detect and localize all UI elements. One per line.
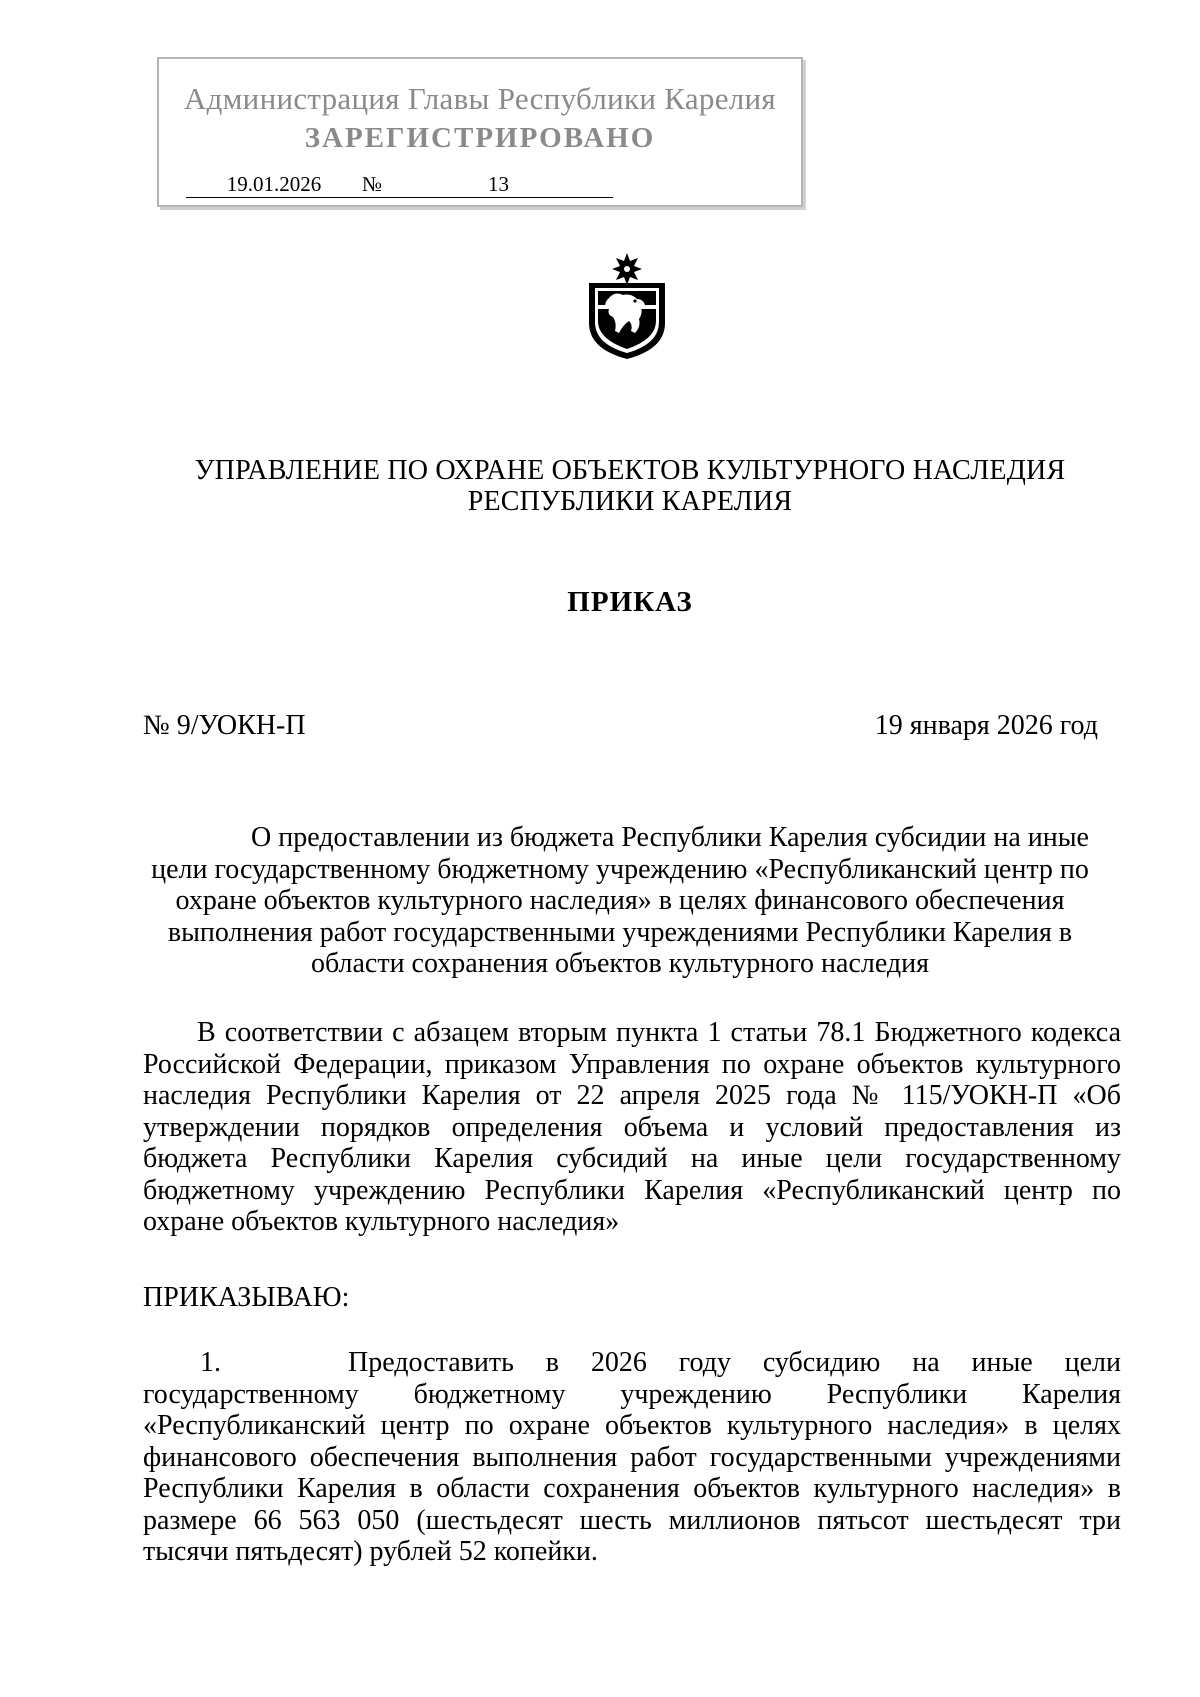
- document-title: ПРИКАЗ: [567, 586, 693, 618]
- order-item-number: 1.: [200, 1347, 221, 1378]
- order-item-text: Предоставить в 2026 году субсидию на иные цели государственному бюджетному учреждению Республики Карелия «Республиканский центр по охране объектов культурного наследия» в целях финансового обеспечения выполнения работ государственными учреждениями Республики Карелия в области сохранения объектов культурного наследия» в размере 66 563 050 (шестьдесят шесть миллионов пятьсот шестьдесят три тысячи пятьдесят) рублей 52 копейки.: [143, 1347, 1121, 1567]
- stamp-registered: ЗАРЕГИСТРИРОВАНО: [304, 122, 656, 154]
- stamp-number: 13: [384, 171, 613, 198]
- subject-line-5: области сохранения объектов культурного наследия: [310, 948, 930, 979]
- registration-stamp: [157, 57, 803, 207]
- stamp-authority: Администрация Главы Республики Карелия: [184, 81, 776, 116]
- order-number: № 9/УОКН-П: [143, 710, 306, 741]
- subject-line-2: цели государственному бюджетному учреждению «Республиканский центр по: [151, 853, 1089, 885]
- subject-line-1: О предоставлении из бюджета Республики Карелия субсидии на иные: [251, 822, 1089, 853]
- stamp-registration-line: [186, 171, 776, 201]
- order-item: [143, 1347, 1121, 1568]
- order-directive: ПРИКАЗЫВАЮ:: [143, 1282, 350, 1313]
- stamp-number-sign: №: [362, 172, 383, 196]
- order-date: 19 января 2026 год: [874, 710, 1098, 741]
- subject-line-4: выполнения работ государственными учреждениями Республики Карелия в: [167, 916, 1073, 948]
- authority-line-1: УПРАВЛЕНИЕ ПО ОХРАНЕ ОБЪЕКТОВ КУЛЬТУРНОГО НАСЛЕДИЯ: [194, 455, 1066, 486]
- karelia-coat-of-arms-icon: [579, 253, 675, 361]
- stamp-date: 19.01.2026: [186, 171, 362, 198]
- preamble-paragraph: В соответствии с абзацем вторым пункта 1 статьи 78.1 Бюджетного кодекса Российской Федерации, приказом Управления по охране объектов культурного наследия Республики Карелия от 22 апреля 2025 года № 115/УОКН-П «Об утверждении порядков определения объема и условий предоставления из бюджета Республики Карелия субсидий на иные цели государственному бюджетному учреждению Республики Карелия «Республиканский центр по охране объектов культурного наследия»: [143, 1017, 1121, 1237]
- authority-line-2: РЕСПУБЛИКИ КАРЕЛИЯ: [467, 486, 793, 517]
- issuing-authority: [100, 455, 1160, 517]
- subject-line-3: охране объектов культурного наследия» в целях финансового обеспечения: [175, 885, 1065, 916]
- order-subject: [140, 822, 1100, 980]
